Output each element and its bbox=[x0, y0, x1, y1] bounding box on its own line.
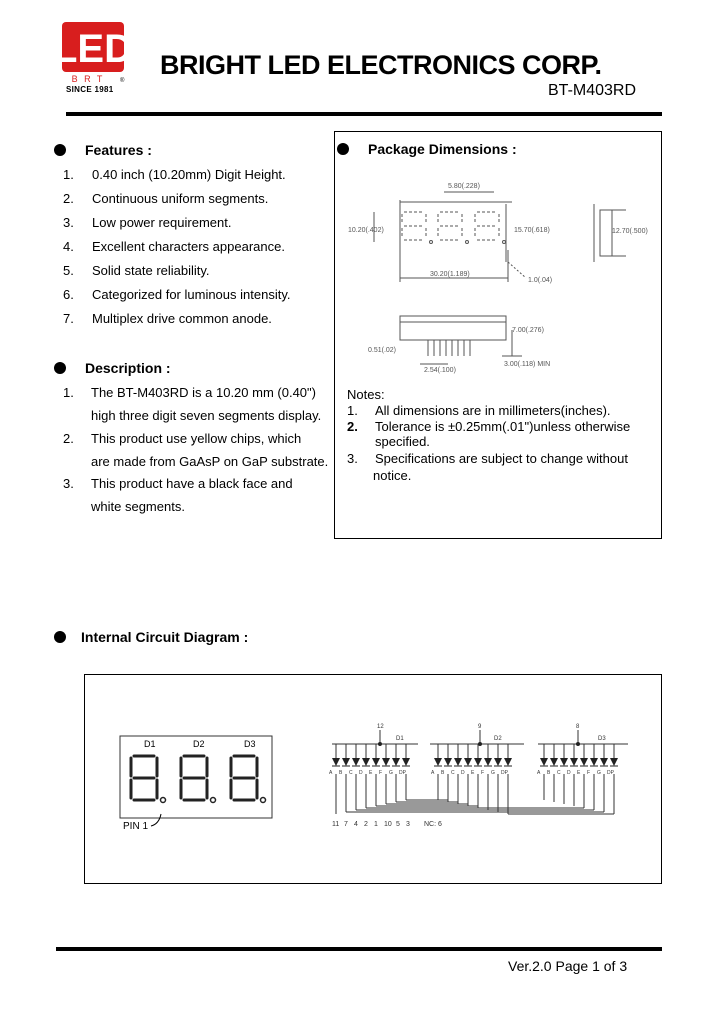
svg-text:®: ® bbox=[120, 78, 125, 84]
description-line: This product have a black face and bbox=[91, 476, 293, 491]
dim-left-height: 10.20(.402) bbox=[348, 227, 384, 234]
description-title: Description : bbox=[85, 360, 171, 376]
note-line: Specifications are subject to change without bbox=[375, 451, 628, 466]
feature-text: Categorized for luminous intensity. bbox=[92, 287, 291, 302]
features-title: Features : bbox=[85, 142, 152, 158]
segment-label: C bbox=[349, 770, 353, 776]
bottom-pin: 4 bbox=[354, 821, 358, 828]
bottom-pin: 5 bbox=[396, 821, 400, 828]
bottom-pin: 11 bbox=[332, 821, 340, 828]
digit-label: D2 bbox=[193, 739, 205, 749]
display-drawing bbox=[104, 722, 290, 832]
feature-num: 5. bbox=[63, 263, 74, 278]
features-bullet bbox=[54, 144, 66, 156]
group-label: D2 bbox=[494, 736, 502, 742]
feature-num: 1. bbox=[63, 167, 74, 182]
segment-label: C bbox=[557, 770, 561, 776]
feature-num: 2. bbox=[63, 191, 74, 206]
dim-pin-dia: 0.51(.02) bbox=[368, 347, 397, 354]
feature-text: Continuous uniform segments. bbox=[92, 191, 269, 206]
description-num: 2. bbox=[63, 431, 74, 446]
bottom-pin: 7 bbox=[344, 821, 348, 828]
circuit-bullet bbox=[54, 631, 66, 643]
feature-num: 6. bbox=[63, 287, 74, 302]
segment-label: B bbox=[441, 770, 445, 776]
company-name: BRIGHT LED ELECTRONICS CORP. bbox=[160, 50, 602, 80]
front-view bbox=[374, 192, 526, 282]
feature-text: Low power requirement. bbox=[92, 215, 232, 230]
group-label: D3 bbox=[598, 736, 606, 742]
segment-label: C bbox=[451, 770, 455, 776]
page-number: 1 bbox=[592, 958, 600, 974]
note-line: All dimensions are in millimeters(inches). bbox=[375, 403, 611, 418]
dim-small: 1.0(.04) bbox=[528, 277, 553, 284]
footer-rule bbox=[56, 947, 662, 951]
segment-label: F bbox=[379, 770, 383, 776]
note-line: specified. bbox=[375, 434, 430, 449]
feature-num: 3. bbox=[63, 215, 74, 230]
bottom-pin: 3 bbox=[406, 821, 410, 828]
segment-label: DP bbox=[399, 770, 406, 776]
segment-label: E bbox=[577, 770, 581, 776]
feature-text: 0.40 inch (10.20mm) Digit Height. bbox=[92, 167, 286, 182]
dim-pitch: 2.54(.100) bbox=[424, 367, 456, 374]
version-label: Ver.2.0 bbox=[508, 958, 552, 974]
segment-label: G bbox=[491, 770, 495, 776]
dim-right-height: 15.70(.618) bbox=[514, 227, 550, 234]
note-num: 1. bbox=[347, 403, 358, 418]
segment-label: A bbox=[537, 770, 541, 776]
description-line: high three digit seven segments display. bbox=[91, 408, 322, 423]
description-line: are made from GaAsP on GaP substrate. bbox=[91, 454, 329, 469]
dim-pin-length: 7.00(.276) bbox=[512, 327, 544, 334]
dim-side-height: 12.70(.500) bbox=[612, 228, 648, 235]
group-label: D1 bbox=[396, 736, 404, 742]
segment-label: D bbox=[359, 770, 363, 776]
description-line: white segments. bbox=[91, 499, 185, 514]
package-bullet bbox=[337, 143, 349, 155]
segment-label: G bbox=[389, 770, 393, 776]
dim-pin-min: 3.00(.118) MIN bbox=[504, 361, 551, 368]
schematic-drawing bbox=[328, 722, 638, 832]
package-title: Package Dimensions : bbox=[368, 141, 517, 157]
page-label: Page bbox=[555, 958, 589, 974]
segment-label: F bbox=[481, 770, 485, 776]
nc-label: NC: 6 bbox=[424, 821, 442, 828]
dim-top-width: 5.80(.228) bbox=[448, 183, 480, 190]
segment-label: DP bbox=[607, 770, 614, 776]
bottom-view bbox=[400, 316, 522, 364]
company-logo bbox=[53, 22, 133, 84]
digit-label: D1 bbox=[144, 739, 156, 749]
notes-title: Notes: bbox=[347, 387, 385, 402]
segment-label: B bbox=[339, 770, 343, 776]
description-line: This product use yellow chips, which bbox=[91, 431, 302, 446]
bottom-pin: 10 bbox=[384, 821, 392, 828]
segment-label: A bbox=[329, 770, 333, 776]
header-rule bbox=[66, 112, 662, 116]
dim-total-width: 30.20(1.189) bbox=[430, 271, 470, 278]
anode-pin: 9 bbox=[478, 724, 482, 730]
segment-label: E bbox=[471, 770, 475, 776]
segment-label: DP bbox=[501, 770, 508, 776]
segment-label: F bbox=[587, 770, 591, 776]
pin1-label: PIN 1 bbox=[123, 821, 149, 832]
note-line: notice. bbox=[373, 468, 412, 483]
description-line: The BT-M403RD is a 10.20 mm (0.40") bbox=[91, 385, 316, 400]
feature-num: 4. bbox=[63, 239, 74, 254]
description-num: 3. bbox=[63, 476, 74, 491]
of-label: of bbox=[603, 958, 616, 974]
anode-pin: 8 bbox=[576, 724, 580, 730]
bottom-pin: 1 bbox=[374, 821, 378, 828]
digit-label: D3 bbox=[244, 739, 256, 749]
circuit-title: Internal Circuit Diagram : bbox=[81, 629, 249, 645]
segment-label: D bbox=[461, 770, 465, 776]
feature-text: Multiplex drive common anode. bbox=[92, 311, 272, 326]
segment-label: G bbox=[597, 770, 601, 776]
package-drawing bbox=[336, 170, 660, 380]
segment-label: B bbox=[547, 770, 551, 776]
segment-label: D bbox=[567, 770, 571, 776]
feature-num: 7. bbox=[63, 311, 74, 326]
logo-sub: B R T bbox=[71, 74, 105, 84]
segment-label: E bbox=[369, 770, 373, 776]
anode-pin: 12 bbox=[377, 724, 384, 730]
logo-letters: LED bbox=[53, 27, 133, 71]
page-info bbox=[508, 958, 627, 974]
note-num: 3. bbox=[347, 451, 358, 466]
feature-text: Solid state reliability. bbox=[92, 263, 210, 278]
since-label: SINCE 1981 bbox=[66, 85, 114, 94]
note-num: 2. bbox=[347, 419, 358, 434]
feature-text: Excellent characters appearance. bbox=[92, 239, 285, 254]
note-line: Tolerance is ±0.25mm(.01")unless otherwise bbox=[375, 419, 631, 434]
description-num: 1. bbox=[63, 385, 74, 400]
description-bullet bbox=[54, 362, 66, 374]
page-total: 3 bbox=[619, 958, 628, 974]
bottom-pin: 2 bbox=[364, 821, 368, 828]
model-number: BT-M403RD bbox=[548, 82, 637, 99]
segment-label: A bbox=[431, 770, 435, 776]
